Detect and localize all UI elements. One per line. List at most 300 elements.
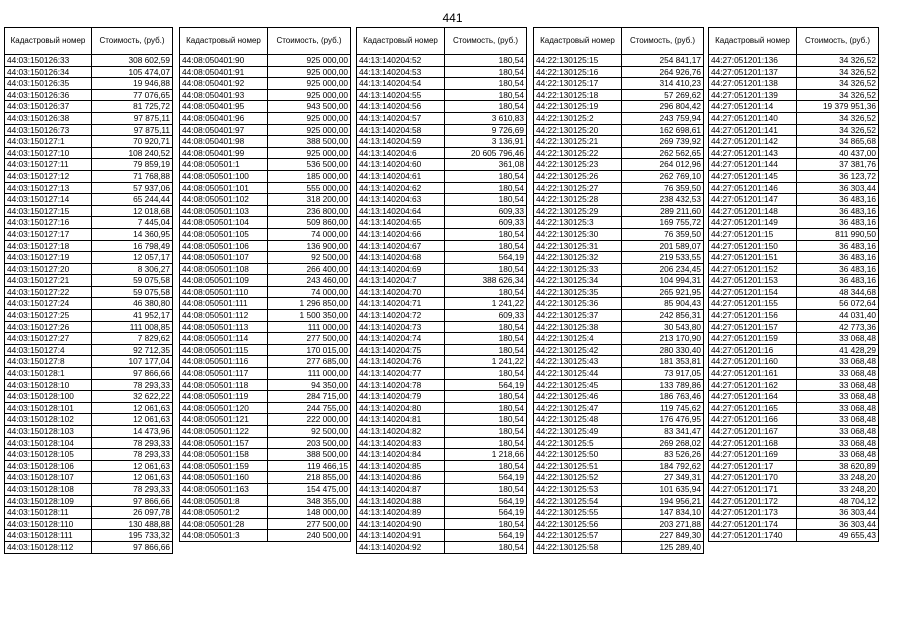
cost-value: 154 475,00 [268, 483, 351, 495]
cost-value: 555 000,00 [268, 182, 351, 194]
table-row [180, 136, 351, 148]
table-row [180, 182, 351, 194]
page-number: 441 [442, 11, 463, 25]
cadastral-number: 44:22:130125:37 [534, 310, 622, 322]
table-row [534, 136, 704, 148]
cost-value: 181 353,81 [622, 356, 704, 368]
cost-value: 318 200,00 [268, 194, 351, 206]
cadastral-number: 44:08:050501:159 [180, 460, 268, 472]
cost-value: 564,19 [445, 379, 527, 391]
table-row [709, 402, 879, 414]
table-row [5, 530, 173, 542]
cost-value: 74 000,00 [268, 286, 351, 298]
cost-value: 201 589,07 [622, 240, 704, 252]
table-row [357, 530, 527, 542]
cost-value: 289 211,60 [622, 205, 704, 217]
table-row [5, 112, 173, 124]
cost-value: 308 602,59 [92, 55, 173, 67]
table-row [5, 263, 173, 275]
table-row [357, 518, 527, 530]
cost-value: 509 860,00 [268, 217, 351, 229]
cost-value: 34 326,52 [797, 55, 879, 67]
cost-value: 27 349,31 [622, 472, 704, 484]
table-row [5, 344, 173, 356]
cadastral-number: 44:08:050501:103 [180, 205, 268, 217]
cadastral-number: 44:03:150126:34 [5, 66, 92, 78]
cadastral-number: 44:27:051201:138 [709, 78, 797, 90]
cost-value: 76 359,50 [622, 182, 704, 194]
cadastral-number: 44:08:050501:122 [180, 426, 268, 438]
cost-value: 206 234,45 [622, 263, 704, 275]
table-row [180, 252, 351, 264]
header-cost: Стоимость, (руб.) [622, 28, 704, 55]
table-row [180, 483, 351, 495]
table-row [709, 263, 879, 275]
cadastral-number: 44:13:140204:86 [357, 472, 445, 484]
cost-value: 36 483,16 [797, 194, 879, 206]
cost-value: 36 483,16 [797, 217, 879, 229]
cadastral-number: 44:08:050401:98 [180, 136, 268, 148]
table-row [357, 310, 527, 322]
table-row [357, 541, 527, 553]
cost-value: 609,33 [445, 205, 527, 217]
table-row [709, 182, 879, 194]
table-row [709, 275, 879, 287]
table-row [180, 147, 351, 159]
cadastral-number: 44:22:130125:22 [534, 147, 622, 159]
table-row [709, 414, 879, 426]
table-row [180, 368, 351, 380]
cost-value: 180,54 [445, 483, 527, 495]
cadastral-number: 44:27:051201:17 [709, 460, 797, 472]
cost-value: 180,54 [445, 460, 527, 472]
cadastral-number: 44:22:130125:55 [534, 507, 622, 519]
table-row [357, 356, 527, 368]
table-row [180, 437, 351, 449]
cadastral-number: 44:22:130125:19 [534, 101, 622, 113]
cadastral-number: 44:03:150126:37 [5, 101, 92, 113]
cost-value: 180,54 [445, 263, 527, 275]
cadastral-number: 44:13:140204:88 [357, 495, 445, 507]
cadastral-number: 44:22:130125:4 [534, 333, 622, 345]
cost-value: 280 330,40 [622, 344, 704, 356]
cost-value: 180,54 [445, 286, 527, 298]
cost-value: 92 500,00 [268, 426, 351, 438]
cost-value: 186 763,46 [622, 391, 704, 403]
cadastral-number: 44:08:050501:108 [180, 263, 268, 275]
cadastral-number: 44:22:130125:29 [534, 205, 622, 217]
cost-value: 33 068,48 [797, 426, 879, 438]
cadastral-number: 44:27:051201:153 [709, 275, 797, 287]
table-row [534, 112, 704, 124]
table-row [709, 170, 879, 182]
table-row [709, 530, 879, 542]
table-row [357, 437, 527, 449]
cost-value: 12 057,17 [92, 252, 173, 264]
cost-value: 57 937,06 [92, 182, 173, 194]
cadastral-number: 44:08:050501:163 [180, 483, 268, 495]
table-row [357, 414, 527, 426]
table-row [5, 310, 173, 322]
table-row [180, 286, 351, 298]
cost-value: 180,54 [445, 66, 527, 78]
cadastral-number: 44:13:140204:53 [357, 66, 445, 78]
cost-value: 240 500,00 [268, 530, 351, 542]
cost-value: 97 866,66 [92, 495, 173, 507]
table-row [357, 182, 527, 194]
cadastral-number: 44:13:140204:65 [357, 217, 445, 229]
table-row [5, 402, 173, 414]
table-row [180, 228, 351, 240]
table-row [357, 368, 527, 380]
table-row [357, 124, 527, 136]
cost-value: 3 136,91 [445, 136, 527, 148]
cost-value: 262 562,65 [622, 147, 704, 159]
cadastral-number: 44:08:050501:158 [180, 449, 268, 461]
cadastral-number: 44:27:051201:164 [709, 391, 797, 403]
cadastral-number: 44:22:130125:46 [534, 391, 622, 403]
table-row [709, 147, 879, 159]
cadastral-number: 44:08:050401:91 [180, 66, 268, 78]
table-row [180, 460, 351, 472]
table-row [5, 495, 173, 507]
cadastral-number: 44:22:130125:44 [534, 368, 622, 380]
cadastral-number: 44:03:150128:10 [5, 379, 92, 391]
header-number: Кадастровый номер [534, 28, 622, 55]
cost-value: 296 804,42 [622, 101, 704, 113]
cost-value: 180,54 [445, 344, 527, 356]
table-row [534, 414, 704, 426]
cost-value: 97 866,66 [92, 541, 173, 553]
cost-value: 74 000,00 [268, 228, 351, 240]
cost-value: 180,54 [445, 402, 527, 414]
table-row [709, 310, 879, 322]
cadastral-number: 44:22:130125:50 [534, 449, 622, 461]
cost-value: 71 768,88 [92, 170, 173, 182]
cadastral-number: 44:13:140204:71 [357, 298, 445, 310]
cost-value: 1 241,22 [445, 298, 527, 310]
cost-value: 148 000,00 [268, 507, 351, 519]
cadastral-number: 44:03:150128:106 [5, 460, 92, 472]
cadastral-number: 44:27:051201:161 [709, 368, 797, 380]
table-row [357, 136, 527, 148]
table-row [709, 495, 879, 507]
table-row [709, 159, 879, 171]
table-row [5, 518, 173, 530]
cost-value: 37 381,76 [797, 159, 879, 171]
cost-value: 108 240,52 [92, 147, 173, 159]
table-row [357, 170, 527, 182]
cadastral-number: 44:03:150126:36 [5, 89, 92, 101]
table-row [534, 483, 704, 495]
cost-value: 218 855,00 [268, 472, 351, 484]
cost-value: 105 474,07 [92, 66, 173, 78]
cadastral-number: 44:27:051201:142 [709, 136, 797, 148]
cost-value: 925 000,00 [268, 78, 351, 90]
cost-value: 65 244,44 [92, 194, 173, 206]
cadastral-number: 44:27:051201:168 [709, 437, 797, 449]
table-row [357, 391, 527, 403]
table-row [357, 333, 527, 345]
cadastral-number: 44:03:150127:15 [5, 205, 92, 217]
cadastral-number: 44:03:150127:27 [5, 333, 92, 345]
table-row [709, 89, 879, 101]
table-row [180, 321, 351, 333]
table-row [5, 356, 173, 368]
table-row [357, 275, 527, 287]
cadastral-table-1 [4, 27, 173, 554]
table-row [534, 530, 704, 542]
table-row [357, 321, 527, 333]
cost-value: 609,33 [445, 310, 527, 322]
cost-value: 1 241,22 [445, 356, 527, 368]
cadastral-number: 44:03:150127:18 [5, 240, 92, 252]
cost-value: 107 177,04 [92, 356, 173, 368]
cadastral-number: 44:08:050401:90 [180, 55, 268, 67]
cost-value: 564,19 [445, 472, 527, 484]
table-row [5, 275, 173, 287]
cadastral-number: 44:13:140204:64 [357, 205, 445, 217]
cost-value: 33 068,48 [797, 414, 879, 426]
table-row [709, 321, 879, 333]
table-row [357, 460, 527, 472]
cost-value: 180,54 [445, 240, 527, 252]
cadastral-number: 44:27:051201:160 [709, 356, 797, 368]
cadastral-number: 44:22:130125:26 [534, 170, 622, 182]
table-row [709, 391, 879, 403]
table-row [534, 437, 704, 449]
cadastral-number: 44:08:050501:1 [180, 159, 268, 171]
table-row [357, 298, 527, 310]
table-row [5, 368, 173, 380]
table-row [180, 89, 351, 101]
cadastral-number: 44:13:140204:85 [357, 460, 445, 472]
cost-value: 162 698,61 [622, 124, 704, 136]
table-row [180, 298, 351, 310]
cadastral-number: 44:27:051201:155 [709, 298, 797, 310]
cadastral-number: 44:22:130125:58 [534, 541, 622, 553]
cadastral-number: 44:27:051201:156 [709, 310, 797, 322]
table-row [534, 101, 704, 113]
cadastral-number: 44:03:150127:17 [5, 228, 92, 240]
table-row [180, 170, 351, 182]
table-row [534, 495, 704, 507]
table-row [709, 136, 879, 148]
cost-value: 203 271,88 [622, 518, 704, 530]
table-row [709, 449, 879, 461]
cadastral-number: 44:03:150126:35 [5, 78, 92, 90]
cadastral-number: 44:03:150127:16 [5, 217, 92, 229]
cost-value: 77 076,65 [92, 89, 173, 101]
table-row [180, 518, 351, 530]
header-cost: Стоимость, (руб.) [92, 28, 173, 55]
cost-value: 41 952,17 [92, 310, 173, 322]
table-row [709, 460, 879, 472]
table-row [534, 217, 704, 229]
cadastral-number: 44:27:051201:151 [709, 252, 797, 264]
cost-value: 254 841,17 [622, 55, 704, 67]
header-number: Кадастровый номер [5, 28, 92, 55]
table-row [534, 449, 704, 461]
cadastral-number: 44:13:140204:69 [357, 263, 445, 275]
cadastral-number: 44:03:150128:107 [5, 472, 92, 484]
cadastral-number: 44:08:050501:28 [180, 518, 268, 530]
table-row [357, 147, 527, 159]
table-row [5, 379, 173, 391]
table-row [180, 101, 351, 113]
table-row [5, 437, 173, 449]
cost-value: 33 068,48 [797, 391, 879, 403]
cost-value: 41 428,29 [797, 344, 879, 356]
cost-value: 119 745,62 [622, 402, 704, 414]
cadastral-number: 44:08:050501:113 [180, 321, 268, 333]
cost-value: 36 303,44 [797, 518, 879, 530]
cost-value: 40 437,00 [797, 147, 879, 159]
cost-value: 34 326,52 [797, 112, 879, 124]
cadastral-number: 44:22:130125:32 [534, 252, 622, 264]
cadastral-number: 44:13:140204:91 [357, 530, 445, 542]
cost-value: 180,54 [445, 333, 527, 345]
cadastral-number: 44:27:051201:166 [709, 414, 797, 426]
cadastral-number: 44:27:051201:16 [709, 344, 797, 356]
cadastral-number: 44:22:130125:15 [534, 55, 622, 67]
table-row [709, 298, 879, 310]
cost-value: 92 500,00 [268, 252, 351, 264]
cost-value: 147 834,10 [622, 507, 704, 519]
table-row [709, 228, 879, 240]
cadastral-number: 44:13:140204:79 [357, 391, 445, 403]
cost-value: 361,08 [445, 159, 527, 171]
table-row [180, 159, 351, 171]
cadastral-number: 44:27:051201:141 [709, 124, 797, 136]
table-row [180, 263, 351, 275]
table-row [180, 310, 351, 322]
table-row [5, 170, 173, 182]
table-row [180, 275, 351, 287]
table-row [357, 344, 527, 356]
table-row [709, 483, 879, 495]
cadastral-number: 44:13:140204:59 [357, 136, 445, 148]
cadastral-number: 44:03:150126:33 [5, 55, 92, 67]
cost-value: 564,19 [445, 507, 527, 519]
cost-value: 180,54 [445, 228, 527, 240]
cost-value: 7 829,62 [92, 333, 173, 345]
cadastral-number: 44:03:150128:103 [5, 426, 92, 438]
cadastral-number: 44:13:140204:56 [357, 101, 445, 113]
cost-value: 42 773,36 [797, 321, 879, 333]
cadastral-number: 44:13:140204:87 [357, 483, 445, 495]
table-row [357, 78, 527, 90]
cadastral-number: 44:08:050501:110 [180, 286, 268, 298]
table-row [709, 124, 879, 136]
table-row [534, 66, 704, 78]
table-row [357, 379, 527, 391]
table-row [180, 66, 351, 78]
cadastral-number: 44:03:150127:1 [5, 136, 92, 148]
cadastral-number: 44:22:130125:28 [534, 194, 622, 206]
cost-value: 59 075,58 [92, 286, 173, 298]
cost-value: 1 500 350,00 [268, 310, 351, 322]
table-row [5, 228, 173, 240]
cost-value: 34 326,52 [797, 89, 879, 101]
cost-value: 12 061,63 [92, 402, 173, 414]
cost-value: 36 123,72 [797, 170, 879, 182]
cadastral-number: 44:22:130125:51 [534, 460, 622, 472]
cadastral-number: 44:22:130125:21 [534, 136, 622, 148]
table-row [534, 344, 704, 356]
cadastral-number: 44:13:140204:63 [357, 194, 445, 206]
cost-value: 925 000,00 [268, 124, 351, 136]
table-row [709, 112, 879, 124]
cadastral-number: 44:27:051201:146 [709, 182, 797, 194]
table-row [534, 368, 704, 380]
cost-value: 97 875,11 [92, 124, 173, 136]
cadastral-number: 44:13:140204:61 [357, 170, 445, 182]
cadastral-number: 44:13:140204:52 [357, 55, 445, 67]
cost-value: 78 293,33 [92, 379, 173, 391]
table-row [357, 217, 527, 229]
cost-value: 14 360,95 [92, 228, 173, 240]
table-row [709, 356, 879, 368]
cadastral-table-2 [179, 27, 351, 542]
table-row [5, 426, 173, 438]
table-row [357, 205, 527, 217]
cadastral-number: 44:03:150127:4 [5, 344, 92, 356]
cost-value: 36 303,44 [797, 182, 879, 194]
table-row [709, 507, 879, 519]
cadastral-number: 44:27:051201:152 [709, 263, 797, 275]
cost-value: 180,54 [445, 78, 527, 90]
cadastral-number: 44:22:130125:23 [534, 159, 622, 171]
table-row [357, 286, 527, 298]
cost-value: 348 355,00 [268, 495, 351, 507]
cadastral-number: 44:27:051201:154 [709, 286, 797, 298]
table-row [5, 217, 173, 229]
table-row [5, 147, 173, 159]
cadastral-number: 44:03:150127:13 [5, 182, 92, 194]
table-row [5, 182, 173, 194]
cost-value: 1 218,66 [445, 449, 527, 461]
cost-value: 111 000,00 [268, 368, 351, 380]
cost-value: 70 920,71 [92, 136, 173, 148]
cadastral-number: 44:22:130125:16 [534, 66, 622, 78]
cadastral-number: 44:03:150127:12 [5, 170, 92, 182]
cadastral-number: 44:22:130125:3 [534, 217, 622, 229]
table-row [5, 449, 173, 461]
table-row [357, 426, 527, 438]
cost-value: 176 476,95 [622, 414, 704, 426]
table-row [180, 449, 351, 461]
cost-value: 101 635,94 [622, 483, 704, 495]
table-row [180, 472, 351, 484]
cadastral-number: 44:13:140204:83 [357, 437, 445, 449]
cadastral-number: 44:13:140204:92 [357, 541, 445, 553]
cost-value: 97 866,66 [92, 368, 173, 380]
cadastral-number: 44:08:050501:105 [180, 228, 268, 240]
cadastral-number: 44:27:051201:15 [709, 228, 797, 240]
cost-value: 925 000,00 [268, 112, 351, 124]
cadastral-number: 44:27:051201:174 [709, 518, 797, 530]
table-row [180, 205, 351, 217]
cadastral-number: 44:03:150127:25 [5, 310, 92, 322]
cadastral-number: 44:22:130125:35 [534, 286, 622, 298]
table-row [5, 89, 173, 101]
cadastral-number: 44:27:051201:172 [709, 495, 797, 507]
cadastral-number: 44:22:130125:48 [534, 414, 622, 426]
table-row [709, 344, 879, 356]
cadastral-number: 44:08:050501:3 [180, 530, 268, 542]
cadastral-number: 44:13:140204:75 [357, 344, 445, 356]
